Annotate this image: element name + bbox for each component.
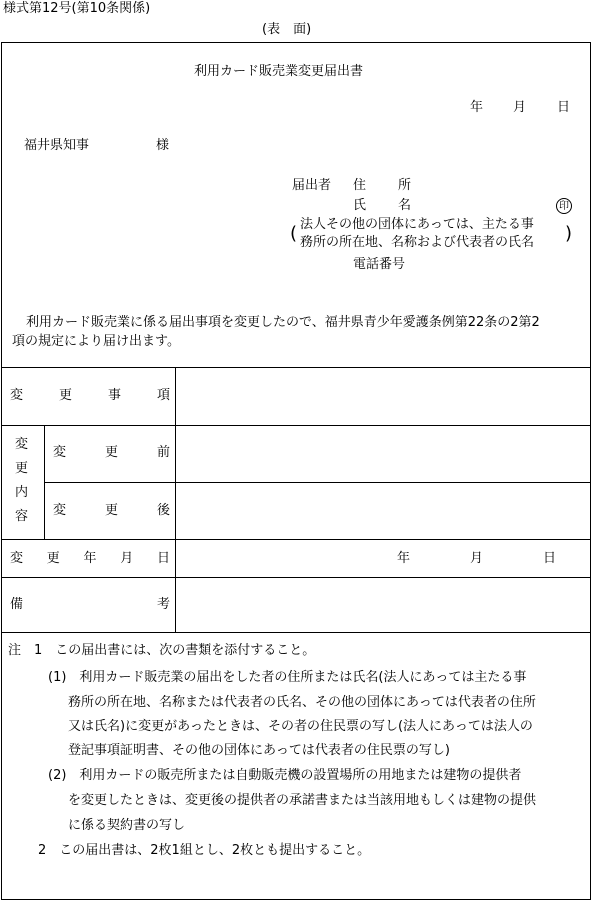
note-item1-line2: 務所の所在地、名称または代表者の氏名、その他の団体にあっては代表者の住所 xyxy=(68,695,536,710)
change-item-field[interactable] xyxy=(176,368,590,425)
applicant-note-line1: 法人その他の団体にあっては、主たる事 xyxy=(300,217,534,232)
after-label: 変 更 後 xyxy=(53,503,170,518)
applicant-note-line2: 務所の所在地、名称および代表者の氏名 xyxy=(300,235,535,250)
honorific: 様 xyxy=(156,138,170,153)
change-content-label-2: 更 xyxy=(15,461,29,476)
before-field[interactable] xyxy=(176,426,590,482)
note-item1-line1: (1) 利用カード販売業の届出をした者の住所または氏名(法人にあっては主たる事 xyxy=(48,670,527,685)
addressee: 福井県知事 xyxy=(24,138,90,153)
remarks-field[interactable] xyxy=(176,578,590,632)
change-date-label: 変 更 年 月 日 xyxy=(10,551,170,566)
note-2: 2 この届出書は、2枚1組とし、2枚とも提出すること。 xyxy=(38,843,371,858)
change-content-label-3: 内 xyxy=(15,485,29,500)
row-divider xyxy=(1,539,591,540)
note-1: 注 1 この届出書には、次の書類を添付すること。 xyxy=(8,643,316,658)
table-bottom-border xyxy=(1,632,591,633)
phone-label: 電話番号 xyxy=(353,257,406,272)
form-side-label: (表 面) xyxy=(262,22,312,37)
name-label-1: 氏 xyxy=(353,198,367,213)
address-label-2: 所 xyxy=(398,178,412,193)
change-content-label-4: 容 xyxy=(15,509,29,524)
name-label-2: 名 xyxy=(398,198,412,213)
seal-mark: 印 xyxy=(556,198,572,214)
form-title: 利用カード販売業変更届出書 xyxy=(194,64,364,79)
date-year-label: 年 xyxy=(470,100,484,115)
date-day-label: 日 xyxy=(557,100,571,115)
change-date-year: 年 xyxy=(397,551,411,566)
statement-line1: 利用カード販売業に係る届出事項を変更したので、福井県青少年愛護条例第22条の2第2 xyxy=(26,315,540,330)
column-divider xyxy=(44,425,45,539)
note-item2-line1: (2) 利用カードの販売所または自動販売機の設置場所の用地または建物の提供者 xyxy=(48,768,522,783)
remarks-label: 備 考 xyxy=(10,597,170,612)
note-item2-line2: を変更したときは、変更後の提供者の承諾書または当該用地もしくは建物の提供 xyxy=(68,793,537,808)
before-label: 変 更 前 xyxy=(53,445,170,460)
change-date-month: 月 xyxy=(470,551,484,566)
note-item1-line4: 登記事項証明書、その他の団体にあっては代表者の住民票の写し) xyxy=(68,743,450,758)
address-label-1: 住 xyxy=(353,178,367,193)
statement-line2: 項の規定により届け出ます。 xyxy=(12,334,180,349)
applicant-label: 届出者 xyxy=(292,178,332,193)
change-date-day: 日 xyxy=(543,551,557,566)
note-item1-line3: 又は氏名)に変更があったときは、その者の住民票の写し(法人にあっては法人の xyxy=(68,719,533,734)
after-field[interactable] xyxy=(176,483,590,539)
form-number: 様式第12号(第10条関係) xyxy=(3,1,151,16)
date-month-label: 月 xyxy=(513,100,527,115)
note-open-paren: ( xyxy=(290,223,298,244)
change-item-label: 変 更 事 項 xyxy=(10,388,170,403)
note-close-paren: ) xyxy=(565,223,573,244)
note-item2-line3: に係る契約書の写し xyxy=(68,818,186,833)
change-content-label-1: 変 xyxy=(15,437,29,452)
